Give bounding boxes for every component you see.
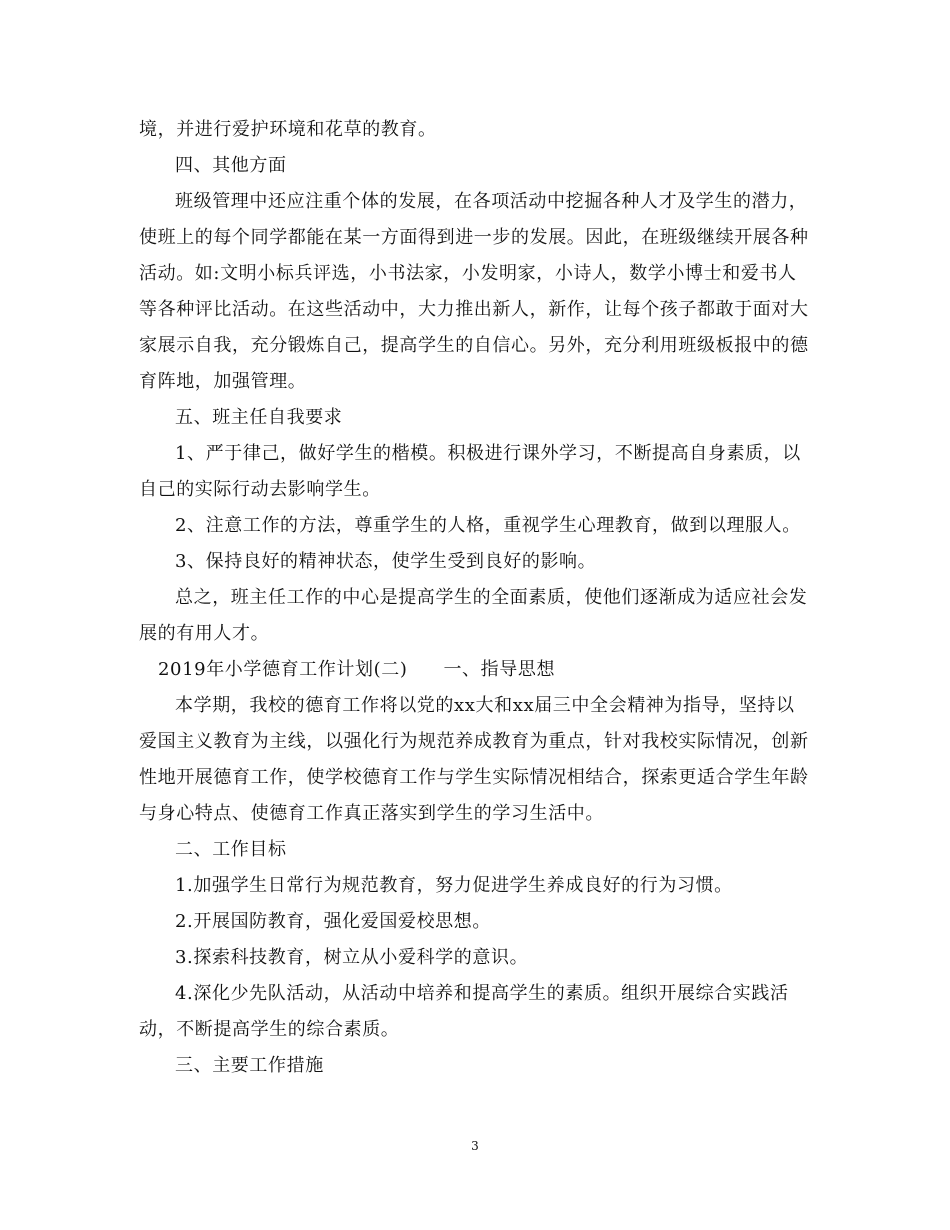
text-line: 3.探索科技教育，树立从小爱科学的意识。 — [175, 947, 529, 968]
subtitle-line — [139, 652, 814, 688]
text-line: 爱国主义教育为主线，以强化行为规范养成教育为重点，针对我校实际情况，创新 — [139, 731, 809, 752]
text-line: 二、工作目标 — [175, 839, 287, 860]
text-line: 育阵地，加强管理。 — [139, 371, 307, 392]
text-line: 展的有用人才。 — [139, 623, 270, 644]
text-line: 境，并进行爱护环境和花草的教育。 — [139, 119, 437, 140]
text-line: 班级管理中还应注重个体的发展，在各项活动中挖掘各种人才及学生的潜力， — [175, 191, 808, 212]
text-line: 活动。如:文明小标兵评选，小书法家，小发明家，小诗人，数学小博士和爱书人 — [139, 263, 797, 284]
text-line: 4.深化少先队活动，从活动中培养和提高学生的素质。组织开展综合实践活 — [175, 983, 789, 1004]
text-line: 性地开展德育工作，使学校德育工作与学生实际情况相结合，探索更适合学生年龄 — [139, 767, 809, 788]
text-line: 总之，班主任工作的中心是提高学生的全面素质，使他们逐渐成为适应社会发 — [175, 587, 808, 608]
text-line: 1、严于律己，做好学生的楷模。积极进行课外学习，不断提高自身素质，以 — [175, 443, 801, 464]
text-line: 自己的实际行动去影响学生。 — [139, 479, 381, 500]
text-line: 使班上的每个同学都能在某一方面得到进一步的发展。因此，在班级继续开展各种 — [139, 227, 809, 248]
page-number: 3 — [471, 1139, 479, 1153]
text-line: 1.加强学生日常行为规范教育，努力促进学生养成良好的行为习惯。 — [175, 875, 733, 896]
text-line: 等各种评比活动。在这些活动中，大力推出新人，新作，让每个孩子都敢于面对大 — [139, 299, 809, 320]
text-block-part2 — [139, 688, 814, 1084]
text-line: 四、其他方面 — [175, 155, 287, 176]
text-line: 2、注意工作的方法，尊重学生的人格，重视学生心理教育，做到以理服人。 — [175, 515, 801, 536]
text-line: 本学期，我校的德育工作将以党的xx大和xx届三中全会精神为指导，坚持以 — [175, 695, 795, 716]
document-body — [139, 112, 814, 1084]
plan-title: 2019年小学德育工作计划(二) — [158, 659, 408, 680]
text-line: 五、班主任自我要求 — [175, 407, 343, 428]
text-line: 家展示自我，充分锻炼自己，提高学生的自信心。另外，充分利用班级板报中的德 — [139, 335, 809, 356]
text-line: 3、保持良好的精神状态，使学生受到良好的影响。 — [175, 551, 597, 572]
section-heading-guiding-ideology: 一、指导思想 — [443, 659, 556, 680]
text-block-part1 — [139, 112, 814, 652]
text-line: 三、主要工作措施 — [175, 1055, 324, 1076]
text-line: 动，不断提高学生的综合素质。 — [139, 1019, 400, 1040]
text-line: 与身心特点、使德育工作真正落实到学生的学习生活中。 — [139, 803, 604, 824]
text-line: 2.开展国防教育，强化爱国爱校思想。 — [175, 911, 491, 932]
